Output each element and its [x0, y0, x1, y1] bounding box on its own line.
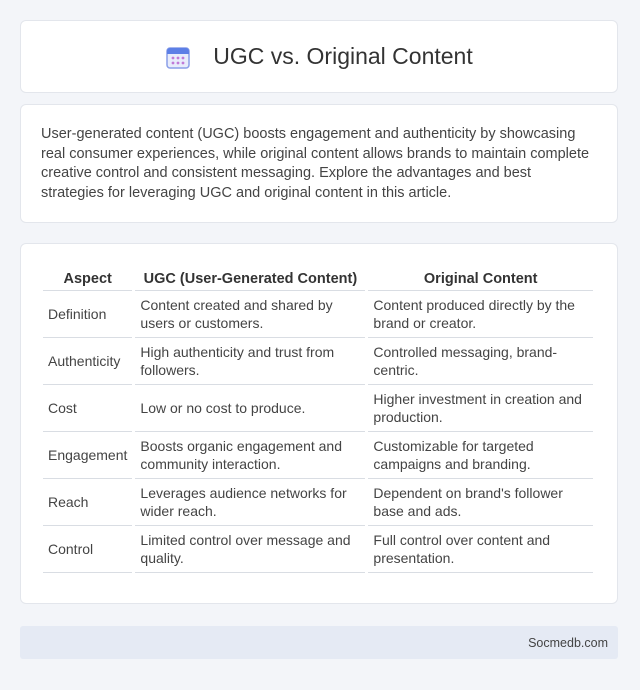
comparison-table-card	[20, 243, 618, 604]
aspect-cell: Control	[43, 526, 132, 573]
table-header-row	[43, 264, 593, 291]
original-cell: Dependent on brand's follower base and ads.	[368, 479, 593, 526]
ugc-cell: Boosts organic engagement and community interaction.	[135, 432, 365, 479]
aspect-cell: Definition	[43, 291, 132, 338]
comparison-table	[40, 264, 596, 573]
page-title: UGC vs. Original Content	[213, 43, 473, 69]
original-cell: Content produced directly by the brand or creator.	[368, 291, 593, 338]
table-row	[43, 526, 593, 573]
title-card	[20, 20, 618, 93]
ugc-cell: Low or no cost to produce.	[135, 385, 365, 432]
aspect-cell: Authenticity	[43, 338, 132, 385]
table-row	[43, 432, 593, 479]
original-cell: Full control over content and presentation.	[368, 526, 593, 573]
aspect-cell: Cost	[43, 385, 132, 432]
aspect-cell: Reach	[43, 479, 132, 526]
ugc-cell: Limited control over message and quality.	[135, 526, 365, 573]
column-header-aspect: Aspect	[43, 264, 132, 291]
ugc-cell: Content created and shared by users or customers.	[135, 291, 365, 338]
original-cell: Higher investment in creation and production.	[368, 385, 593, 432]
original-cell: Customizable for targeted campaigns and branding.	[368, 432, 593, 479]
column-header-ugc: UGC (User-Generated Content)	[135, 264, 365, 291]
column-header-original: Original Content	[368, 264, 593, 291]
table-row	[43, 385, 593, 432]
table-row	[43, 479, 593, 526]
intro-card	[20, 104, 618, 223]
footer-bar	[20, 626, 618, 659]
footer-site-link[interactable]: Socmedb.com	[528, 635, 608, 650]
original-cell: Controlled messaging, brand-centric.	[368, 338, 593, 385]
ugc-cell: Leverages audience networks for wider reach.	[135, 479, 365, 526]
intro-text: User-generated content (UGC) boosts engagement and authenticity by showcasing real consumer experiences, while original content allows brands to maintain complete creative control and consistent messaging. Explore the advantages and best strategies for leveraging UGC and original content in this article.	[41, 126, 590, 201]
calendar-icon	[165, 44, 191, 70]
table-row	[43, 291, 593, 338]
aspect-cell: Engagement	[43, 432, 132, 479]
table-row	[43, 338, 593, 385]
ugc-cell: High authenticity and trust from followers.	[135, 338, 365, 385]
